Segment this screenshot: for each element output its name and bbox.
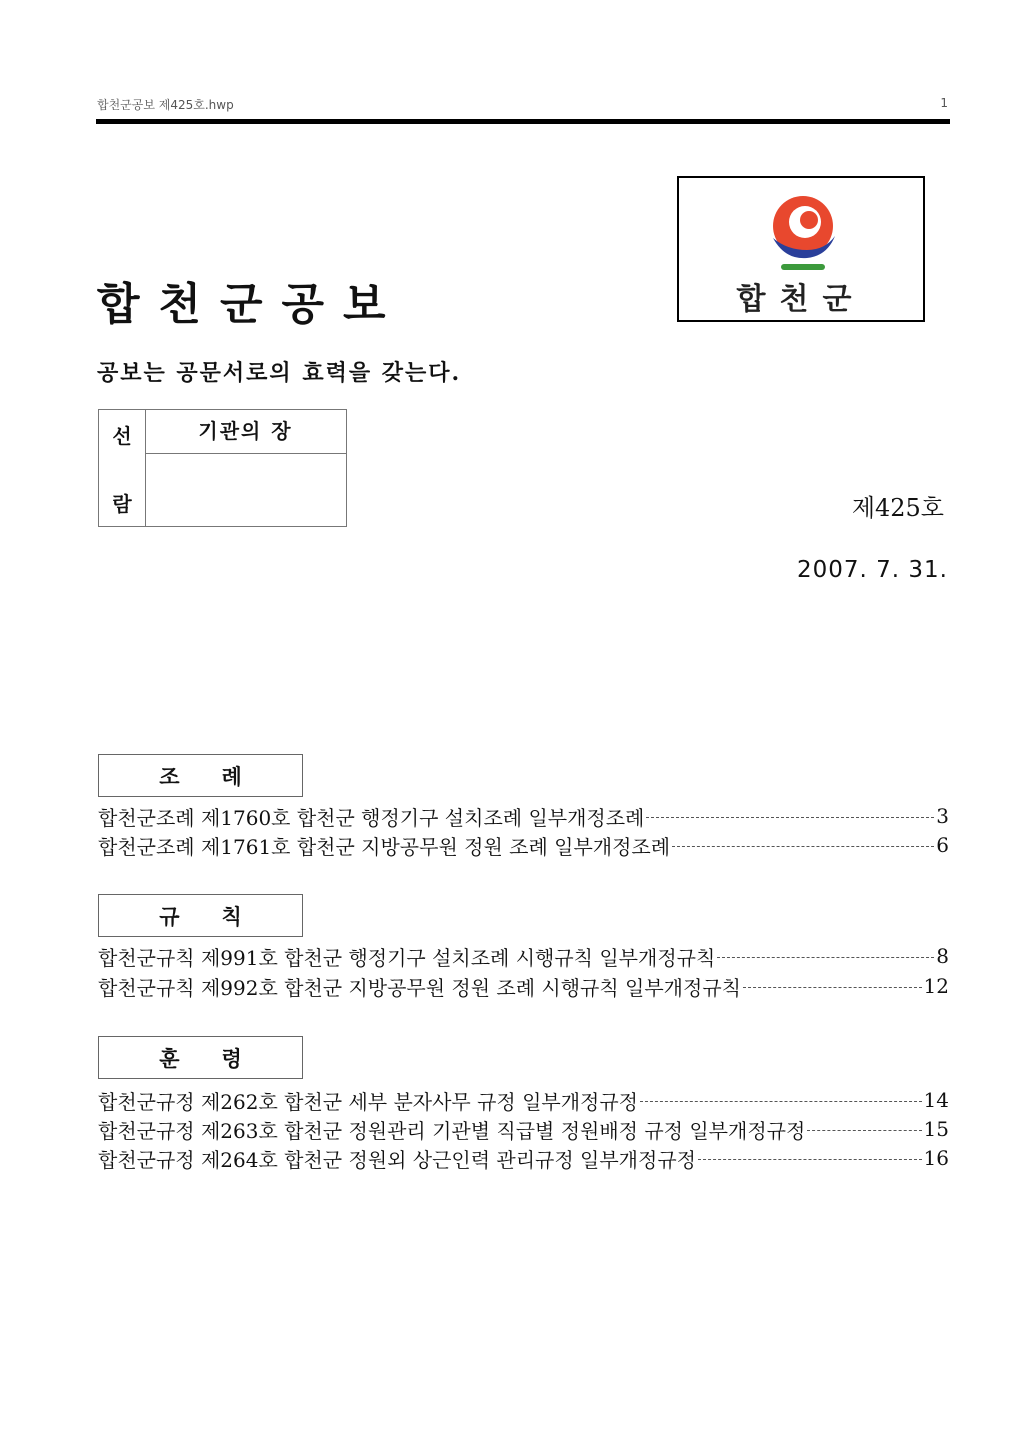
- bulletin-title: 합천군공보: [97, 279, 405, 330]
- bulletin-subtitle: 공보는 공문서로의 효력을 갖는다.: [97, 360, 462, 386]
- toc-entry-text: 합천군규칙 제991호 합천군 행정기구 설치조례 시행규칙 일부개정규칙: [98, 945, 716, 970]
- issue-date: 2007. 7. 31.: [797, 557, 948, 583]
- toc-entry-page: 12: [923, 974, 949, 998]
- header-file-name: 합천군공보 제425호.hwp: [97, 98, 234, 112]
- toc-entry-page: 16: [923, 1146, 949, 1170]
- toc-leader: [698, 1159, 922, 1160]
- toc-entry[interactable]: [98, 973, 949, 999]
- toc-entry-text: 합천군규정 제262호 합천군 세부 분자사무 규정 일부개정규정: [98, 1089, 638, 1114]
- toc-leader: [640, 1101, 922, 1102]
- toc-leader: [717, 957, 934, 958]
- toc-leader: [743, 987, 922, 988]
- approval-header: 기관의 장: [145, 410, 346, 454]
- toc-entry-page: 14: [923, 1088, 949, 1112]
- toc-leader: [672, 846, 934, 847]
- section-title-ordinance: 조례: [98, 754, 303, 797]
- toc-entry-page: 3: [936, 804, 949, 828]
- header-page-number: 1: [940, 96, 948, 110]
- approval-side-bottom: 람: [112, 492, 132, 516]
- toc-entry-page: 6: [936, 833, 949, 857]
- approval-side-column: [99, 410, 146, 526]
- toc-entry-page: 8: [936, 944, 949, 968]
- header-divider: [96, 119, 950, 124]
- toc-leader: [807, 1130, 921, 1131]
- toc-entry-text: 합천군조례 제1760호 합천군 행정기구 설치조례 일부개정조례: [98, 805, 645, 830]
- toc-entry[interactable]: [98, 943, 949, 969]
- section-title-rule: 규칙: [98, 894, 303, 937]
- toc-entry-page: 15: [923, 1117, 949, 1141]
- county-emblem-icon: [763, 188, 843, 278]
- toc-entry[interactable]: [98, 803, 949, 829]
- toc-entry[interactable]: [98, 832, 949, 858]
- toc-entry-text: 합천군조례 제1761호 합천군 지방공무원 정원 조례 일부개정조례: [98, 834, 671, 859]
- toc-entry[interactable]: [98, 1145, 949, 1171]
- issue-number: 제425호: [851, 494, 944, 522]
- toc-entry-text: 합천군규칙 제992호 합천군 지방공무원 정원 조례 시행규칙 일부개정규칙: [98, 975, 741, 1000]
- toc-entry-text: 합천군규정 제264호 합천군 정원외 상근인력 관리규정 일부개정규정: [98, 1147, 696, 1172]
- toc-entry-text: 합천군규정 제263호 합천군 정원관리 기관별 직급별 정원배정 규정 일부개정규정: [98, 1118, 806, 1143]
- section-title-directive: 훈령: [98, 1036, 303, 1079]
- approval-side-top: 선: [112, 424, 132, 448]
- county-logo: [677, 176, 925, 322]
- toc-leader: [646, 817, 934, 818]
- approval-box: [98, 409, 347, 527]
- toc-entry[interactable]: [98, 1087, 949, 1113]
- toc-entry[interactable]: [98, 1116, 949, 1142]
- county-logo-text: 합천군: [736, 282, 866, 317]
